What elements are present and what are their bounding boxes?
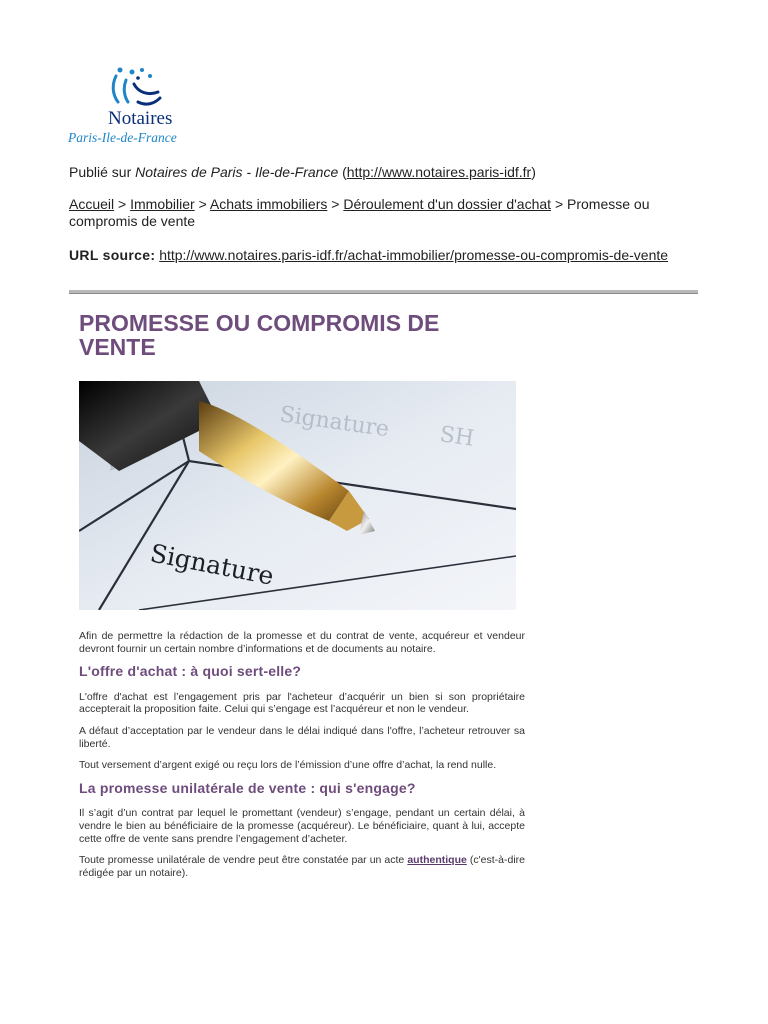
breadcrumb-achats-immobiliers[interactable]: Achats immobiliers <box>209 196 328 212</box>
header-divider <box>69 290 698 294</box>
published-line <box>69 164 536 180</box>
breadcrumb-current: Promesse ou compromis de vente <box>69 196 650 229</box>
url-source-link[interactable]: http://www.notaires.paris-idf.fr/achat-immobilier/promesse-ou-compromis-de-vente <box>159 247 669 263</box>
offre-paragraph-2: A défaut d’acceptation par le vendeur dans le délai indiqué dans l'offre, l’acheteur retrouver sa liberté. <box>79 724 525 750</box>
logo-emblem-icon <box>108 66 164 110</box>
site-link[interactable]: http://www.notaires.paris-idf.fr <box>346 164 532 180</box>
breadcrumb-immobilier[interactable]: Immobilier <box>130 196 195 212</box>
url-source-label: URL source: <box>69 247 156 263</box>
breadcrumb-separator: > <box>118 196 127 212</box>
article-title: PROMESSE OU COMPROMIS DE VENTE <box>79 310 440 360</box>
notaires-logo <box>68 66 200 156</box>
offre-paragraph-1: L'offre d'achat est l’engagement pris par l'acheteur d’acquérir un bien si son propriétaire accepterait la proposition faite. Celui qui s’engage est l’acquéreur et non le vendeur. <box>79 690 525 716</box>
intro-paragraph: Afin de permettre la rédaction de la promesse et du contrat de vente, acquéreur et vendeur devront fournir un certain nombre d’informations et de documents au notaire. <box>79 630 525 655</box>
article-body <box>79 630 525 888</box>
breadcrumb-separator: > <box>198 196 207 212</box>
promesse-paragraph-1: Il s’agit d’un contrat par lequel le promettant (vendeur) s’engage, pendant un certain délai, à vendre le bien au bénéficiaire de la promesse (acquéreur). Le bénéficiaire, quant à lui, accepte cette offre de vente sans prendre l’engagement d’acheter. <box>79 807 525 845</box>
promesse-paragraph-2 <box>79 854 525 879</box>
section-heading-promesse: La promesse unilatérale de vente : qui s'engage? <box>79 779 416 796</box>
breadcrumb-separator: > <box>331 196 340 212</box>
svg-text:SH: SH <box>438 422 476 452</box>
breadcrumb <box>69 196 699 230</box>
published-open-paren: ( <box>342 164 347 180</box>
svg-text:Signature: Signature <box>278 402 391 443</box>
url-source <box>69 247 699 264</box>
published-site-name: Notaires de Paris - Ile-de-France <box>135 164 339 180</box>
authentique-link[interactable]: authentique <box>407 854 467 867</box>
breadcrumb-accueil[interactable]: Accueil <box>69 196 115 212</box>
published-prefix: Publié sur <box>69 164 132 180</box>
breadcrumb-deroulement[interactable]: Déroulement d'un dossier d'achat <box>343 196 552 212</box>
breadcrumb-separator: > <box>554 196 564 212</box>
logo-region: Paris-Ile-de-France <box>68 130 177 145</box>
offre-paragraph-3: Tout versement d’argent exigé ou reçu lors de l’émission d’une offre d’achat, la rend nulle. <box>79 759 497 772</box>
section-heading-offre: L'offre d'achat : à quoi sert-elle? <box>79 663 302 680</box>
published-close-paren: ) <box>531 164 536 180</box>
article-image <box>79 381 516 610</box>
pen-signature-illustration <box>79 381 516 610</box>
signature-label: Signature <box>147 538 277 591</box>
logo-wordmark: Notaires <box>108 108 173 129</box>
promesse-paragraph-2-end: (c'est-à-dire rédigée par un notaire). <box>79 854 526 879</box>
promesse-paragraph-2-start: Toute promesse unilatérale de vendre peut être constatée par un acte <box>79 854 405 867</box>
